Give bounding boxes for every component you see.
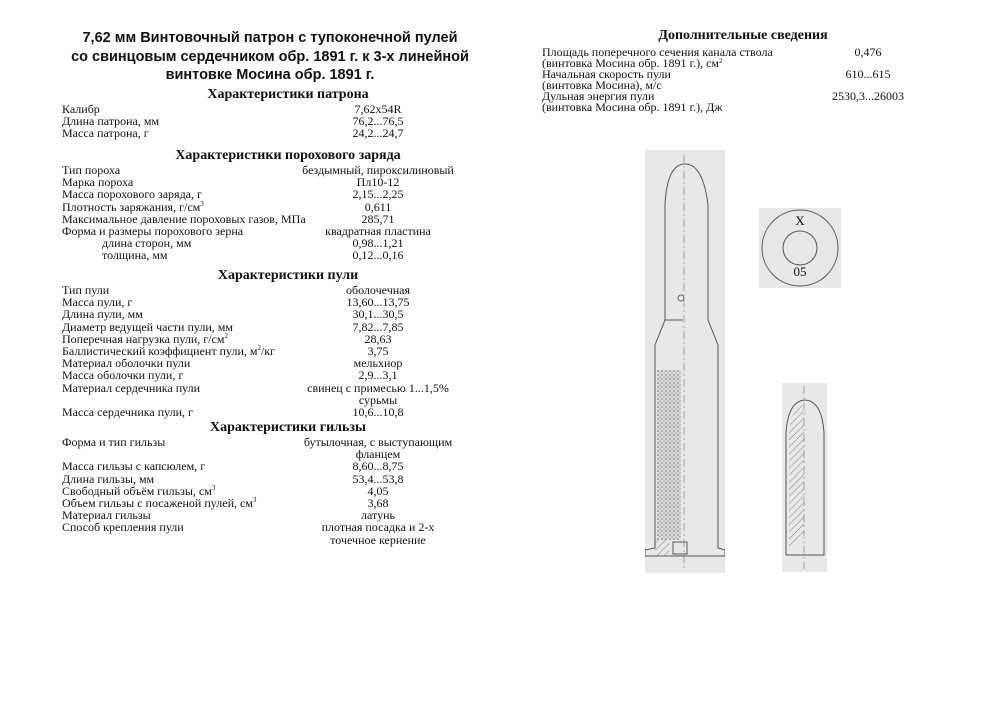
spec-row xyxy=(58,521,478,545)
spec-label-text: Калибр xyxy=(62,102,100,116)
spec-label-text: Материал гильзы xyxy=(62,508,151,523)
spec-value: плотная посадка и 2-х точечное кернение xyxy=(321,520,435,547)
spec-label-text: Марка пороха xyxy=(62,175,134,190)
spec-label-text: Плотность заряжания, г/см xyxy=(62,199,201,214)
spec-label xyxy=(62,127,149,139)
spec-row xyxy=(58,406,478,418)
spec-label-text: Материал оболочки пули xyxy=(62,356,191,371)
spec-label-superscript: 2 xyxy=(257,343,261,352)
title-line: 7,62 мм Винтовочный патрон с тупоконечной пулей xyxy=(82,30,458,46)
info-label-text: Площадь поперечного сечения канала ствола (винтовка Мосина обр. 1891 г.), см xyxy=(542,45,773,70)
title-line: со свинцовым сердечником обр. 1891 г. к 3-х линейной xyxy=(71,48,469,65)
spec-label-text: Форма и размеры порохового зерна xyxy=(62,223,244,238)
spec-label-text: Тип пули xyxy=(62,283,110,297)
spec-row xyxy=(58,382,478,406)
spec-label-text: Материал сердечника пули xyxy=(62,380,201,395)
spec-label-superscript: 3 xyxy=(211,483,216,492)
spec-label-text: Масса пули, г xyxy=(62,295,133,310)
spec-value: 7,82...7,85 xyxy=(352,319,404,334)
spec-label-text: Масса оболочки пули, г xyxy=(62,368,184,383)
spec-value: латунь xyxy=(361,508,395,523)
headstamp-bottom-mark: 05 xyxy=(793,264,807,279)
spec-label-text: толщина, мм xyxy=(102,248,168,263)
info-row xyxy=(538,47,948,69)
headstamp-top-mark: X xyxy=(795,213,805,228)
spec-value: 53,4...53,8 xyxy=(352,471,404,486)
spec-value: 2,15...2,25 xyxy=(352,187,404,202)
info-label-text: Начальная скорость пули (винтовка Мосина), м/с xyxy=(542,67,671,92)
spec-value: 13,60...13,75 xyxy=(346,295,410,310)
info-value: 0,476 xyxy=(854,45,882,59)
section-heading: Характеристики гильзы xyxy=(210,420,366,435)
spec-value: мельхиор xyxy=(353,356,403,371)
spec-value: свинец с примесью 1...1,5% сурьмы xyxy=(307,380,449,407)
info-row xyxy=(538,91,948,113)
cartridge-drawing xyxy=(645,150,725,573)
spec-value: оболочечная xyxy=(346,283,410,297)
spec-value: бездымный, пироксилиновый xyxy=(302,163,454,177)
spec-label-superscript: 3 xyxy=(200,199,204,208)
spec-label-text: Диаметр ведущей части пули, мм xyxy=(62,319,233,334)
spec-value: 0,98...1,21 xyxy=(352,236,404,251)
info-label-text: Дульная энергия пули (винтовка Мосина обр. 1891 г.), Дж xyxy=(542,89,723,114)
section-additional-info xyxy=(538,27,948,113)
section-cartridge xyxy=(58,86,478,140)
spec-label xyxy=(62,382,200,394)
spec-label-text: Поперечная нагрузка пули, г/см xyxy=(62,331,225,346)
info-row xyxy=(538,69,948,91)
info-label-superscript: 2 xyxy=(719,57,723,65)
spec-row xyxy=(58,249,478,261)
section-bullet xyxy=(58,267,478,418)
section-heading: Характеристики порохового заряда xyxy=(175,148,401,163)
spec-row xyxy=(58,127,478,139)
spec-label-text: Свободный объём гильзы, см xyxy=(62,483,212,498)
spec-label-text: Максимальное давление пороховых газов, МПа xyxy=(62,211,306,226)
spec-row xyxy=(58,436,478,460)
spec-value: 10,6...10,8 xyxy=(352,404,404,419)
spec-label-text: Длина гильзы, мм xyxy=(62,471,155,486)
spec-value: 2,9...3,1 xyxy=(358,368,398,383)
bullet-section-drawing xyxy=(782,383,827,572)
info-label xyxy=(542,91,723,113)
spec-label-text: Тип пороха xyxy=(62,163,121,177)
spec-value: 24,2...24,7 xyxy=(352,126,404,141)
spec-label-text: Масса гильзы с капсюлем, г xyxy=(62,459,206,474)
spec-label-text: Объем гильзы с посаженой пулей, см xyxy=(62,495,253,510)
section-heading: Дополнительные сведения xyxy=(658,28,828,43)
spec-value: 7,62x54R xyxy=(354,102,402,116)
spec-label-text: Масса порохового заряда, г xyxy=(62,187,202,202)
spec-value: 4,05 xyxy=(367,483,389,498)
spec-value: 0,12...0,16 xyxy=(352,248,404,263)
spec-label xyxy=(62,436,165,448)
spec-label xyxy=(62,406,193,418)
spec-value: 3,68 xyxy=(367,495,389,510)
spec-label-text: Баллистический коэффициент пули, м xyxy=(62,343,258,358)
spec-label-text: Масса патрона, г xyxy=(62,126,149,141)
spec-value: Пл10-12 xyxy=(356,175,400,190)
spec-label-unit: /кг xyxy=(260,343,276,358)
spec-value: 0,611 xyxy=(364,199,392,214)
spec-label-text: Форма и тип гильзы xyxy=(62,435,166,449)
title-line: винтовке Мосина обр. 1891 г. xyxy=(165,67,375,83)
headstamp-drawing xyxy=(759,208,841,288)
spec-label-text: Способ крепления пули xyxy=(62,520,184,535)
spec-value: квадратная пластина xyxy=(325,223,431,238)
spec-value: 3,75 xyxy=(367,343,389,358)
spec-label-text: Длина патрона, мм xyxy=(62,114,160,129)
spec-label-superscript: 2 xyxy=(224,331,228,340)
spec-label-text: Масса сердечника пули, г xyxy=(62,404,193,419)
spec-label-superscript: 3 xyxy=(252,495,257,504)
spec-value: 28,63 xyxy=(364,331,392,346)
spec-label xyxy=(102,249,168,261)
document-title xyxy=(40,29,500,85)
spec-label xyxy=(62,521,184,533)
section-heading: Характеристики пули xyxy=(217,268,359,283)
spec-label-text: Длина пули, мм xyxy=(62,307,143,322)
info-label xyxy=(542,69,671,91)
spec-label-text: длина сторон, мм xyxy=(102,236,192,251)
spec-value: 30,1...30,5 xyxy=(352,307,404,322)
section-powder-charge xyxy=(58,147,478,262)
info-value: 2530,3...26003 xyxy=(832,89,904,103)
spec-value: 8,60...8,75 xyxy=(352,459,404,474)
info-value: 610...615 xyxy=(845,67,891,81)
section-heading: Характеристики патрона xyxy=(207,87,369,102)
section-case xyxy=(58,419,478,546)
info-label xyxy=(542,47,773,69)
spec-value: 76,2...76,5 xyxy=(352,114,404,129)
spec-value: бутылочная, с выступающим фланцем xyxy=(303,435,453,462)
spec-value: 285,71 xyxy=(361,211,395,226)
